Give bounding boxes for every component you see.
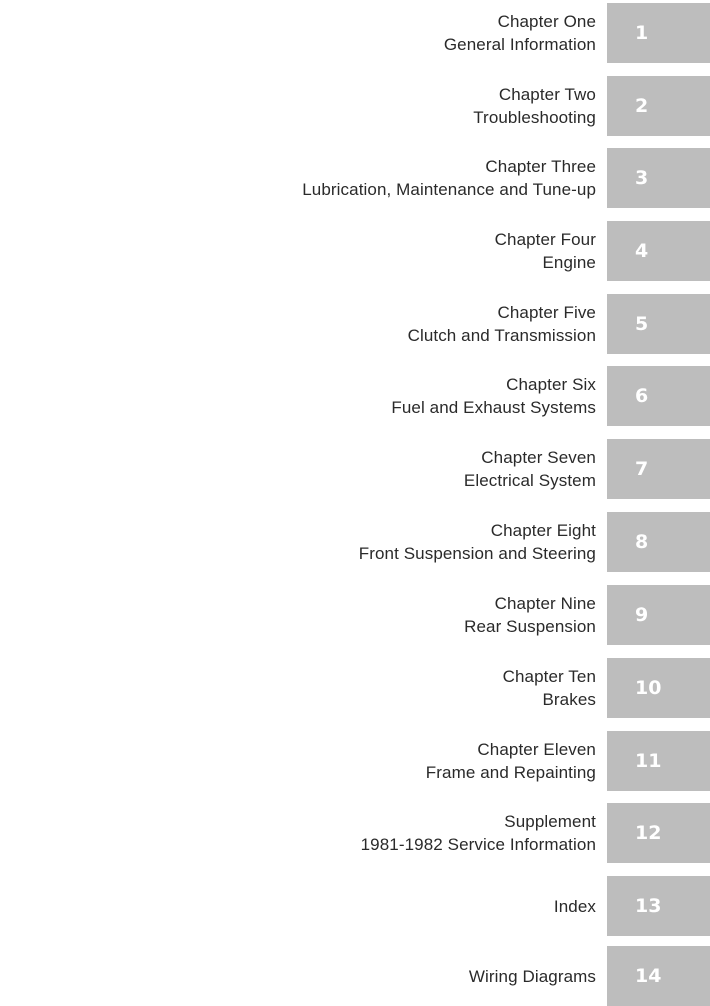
chapter-label [464,439,596,499]
thumb-tab-6[interactable] [607,366,710,426]
thumb-tab-7[interactable] [607,439,710,499]
tab-number: 10 [635,677,662,699]
chapter-number-text: Chapter Three [485,157,596,176]
chapter-title: General Information [443,35,596,54]
thumb-tab-3[interactable] [607,148,710,208]
chapter-title: Engine [542,253,596,272]
chapter-entry-10[interactable] [0,658,710,718]
chapter-title: Troubleshooting [473,108,596,127]
tab-number: 14 [635,965,662,987]
chapter-label [495,221,596,281]
chapter-entry-1[interactable] [0,3,710,63]
chapter-entry-5[interactable] [0,294,710,354]
chapter-title: Rear Suspension [464,617,596,636]
tab-number: 1 [635,22,649,44]
chapter-label [361,803,596,863]
chapter-title: Electrical System [463,471,596,490]
chapter-number-text: Chapter One [497,12,596,31]
thumb-tab-11[interactable] [607,731,710,791]
thumb-tab-10[interactable] [607,658,710,718]
tab-number: 4 [635,240,649,262]
tab-number: 5 [635,313,649,335]
chapter-label [391,366,596,426]
chapter-title: 1981-1982 Service Information [360,835,596,854]
chapter-entry-11[interactable] [0,731,710,791]
thumb-tab-2[interactable] [607,76,710,136]
chapter-number-text: Chapter Eleven [477,740,596,759]
chapter-number-text: Chapter Eight [490,521,596,540]
chapter-number-text: Chapter Seven [481,448,596,467]
chapter-number-text: Chapter Nine [494,594,596,613]
chapter-label [426,731,596,791]
chapter-title: Lubrication, Maintenance and Tune-up [302,180,596,199]
thumb-tab-9[interactable] [607,585,710,645]
chapter-title: Wiring Diagrams [468,966,596,986]
index-entry[interactable] [0,876,710,936]
tab-number: 3 [635,167,649,189]
chapter-label [554,876,596,936]
thumb-tab-14[interactable] [607,946,710,1006]
chapter-title: Front Suspension and Steering [358,544,596,563]
chapter-number-text: Chapter Six [506,375,596,394]
tab-number: 13 [635,895,662,917]
tab-number: 6 [635,385,649,407]
tab-number: 2 [635,95,649,117]
chapter-label [469,946,596,1006]
wiring-diagrams-entry[interactable] [0,946,710,1006]
thumb-tab-1[interactable] [607,3,710,63]
tab-number: 8 [635,531,649,553]
thumb-tab-8[interactable] [607,512,710,572]
chapter-label [503,658,596,718]
chapter-label [464,585,596,645]
tab-number: 11 [635,750,662,772]
chapter-label [359,512,596,572]
tab-number: 12 [635,822,662,844]
chapter-label [444,3,596,63]
chapter-title: Index [553,896,596,916]
chapter-title: Frame and Repainting [425,763,596,782]
chapter-number-text: Supplement [504,812,596,831]
thumb-tab-13[interactable] [607,876,710,936]
chapter-entry-4[interactable] [0,221,710,281]
chapter-label [473,76,596,136]
thumb-tab-5[interactable] [607,294,710,354]
chapter-entry-6[interactable] [0,366,710,426]
chapter-title: Brakes [542,690,596,709]
thumb-tab-12[interactable] [607,803,710,863]
chapter-entry-9[interactable] [0,585,710,645]
chapter-number-text: Chapter Two [498,85,596,104]
chapter-entry-7[interactable] [0,439,710,499]
chapter-label [408,294,596,354]
chapter-entry-8[interactable] [0,512,710,572]
tab-number: 7 [635,458,649,480]
chapter-entry-3[interactable] [0,148,710,208]
chapter-entry-12[interactable] [0,803,710,863]
chapter-number-text: Chapter Four [494,230,596,249]
chapter-label [302,148,596,208]
chapter-number-text: Chapter Ten [502,667,596,686]
chapter-title: Clutch and Transmission [407,326,596,345]
chapter-title: Fuel and Exhaust Systems [391,398,596,417]
tab-number: 9 [635,604,649,626]
chapter-entry-2[interactable] [0,76,710,136]
chapter-number-text: Chapter Five [497,303,596,322]
thumb-tab-4[interactable] [607,221,710,281]
